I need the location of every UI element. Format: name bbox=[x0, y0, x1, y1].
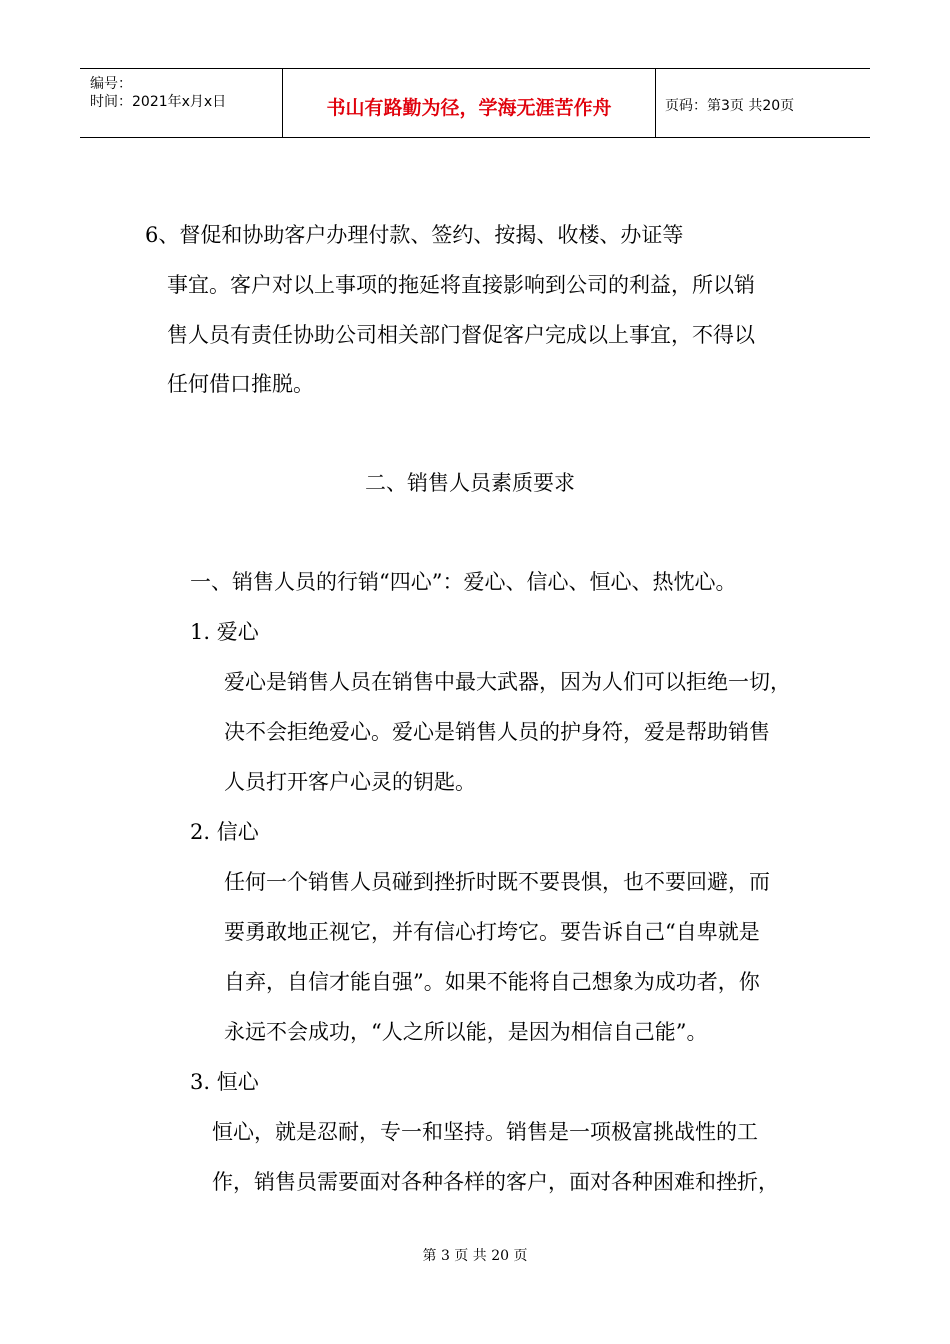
body-line: 6、督促和协助客户办理付款、签约、按揭、收楼、办证等 bbox=[145, 223, 684, 247]
item-heading: 3. 恒心 bbox=[190, 1070, 259, 1094]
item-heading: 2. 信心 bbox=[190, 820, 259, 844]
body-line: 任何借口推脱。 bbox=[167, 372, 314, 396]
body-line: 爱心是销售人员在销售中最大武器，因为人们可以拒绝一切， bbox=[224, 670, 791, 694]
body-line: 决不会拒绝爱心。爱心是销售人员的护身符，爱是帮助销售 bbox=[224, 720, 770, 744]
body-line: 事宜。客户对以上事项的拖延将直接影响到公司的利益，所以销 bbox=[167, 273, 755, 297]
body-line: 恒心，就是忍耐，专一和坚持。销售是一项极富挑战性的工 bbox=[212, 1120, 758, 1144]
header-motto: 书山有路勤为径，学海无涯苦作舟 bbox=[326, 97, 612, 119]
body-line: 自弃，自信才能自强”。如果不能将自己想象为成功者，你 bbox=[224, 970, 760, 994]
body-line: 售人员有责任协助公司相关部门督促客户完成以上事宜，不得以 bbox=[167, 323, 755, 347]
section-heading: 二、销售人员素质要求 bbox=[365, 471, 575, 495]
header-motto-cell bbox=[282, 69, 656, 137]
document-header bbox=[80, 68, 870, 138]
body-line: 人员打开客户心灵的钥匙。 bbox=[224, 770, 476, 794]
body-line: 要勇敢地正视它，并有信心打垮它。要告诉自己“自卑就是 bbox=[224, 920, 760, 944]
page-footer: 第 3 页 共 20 页 bbox=[422, 1248, 528, 1264]
document-time-label: 时间：2021年x月x日 bbox=[90, 94, 227, 110]
body-line: 任何一个销售人员碰到挫折时既不要畏惧，也不要回避，而 bbox=[224, 870, 770, 894]
body-line: 一、销售人员的行销“四心”：爱心、信心、恒心、热忱心。 bbox=[190, 570, 737, 594]
body-line: 永远不会成功，“人之所以能，是因为相信自己能”。 bbox=[224, 1020, 708, 1044]
document-number-label: 编号： bbox=[90, 76, 132, 92]
body-line: 作，销售员需要面对各种各样的客户，面对各种困难和挫折， bbox=[212, 1170, 779, 1194]
header-page-label: 页码：第3页 共20页 bbox=[665, 98, 795, 114]
item-heading: 1. 爱心 bbox=[190, 620, 259, 644]
header-page-cell bbox=[655, 69, 870, 137]
header-meta-cell bbox=[80, 69, 282, 137]
